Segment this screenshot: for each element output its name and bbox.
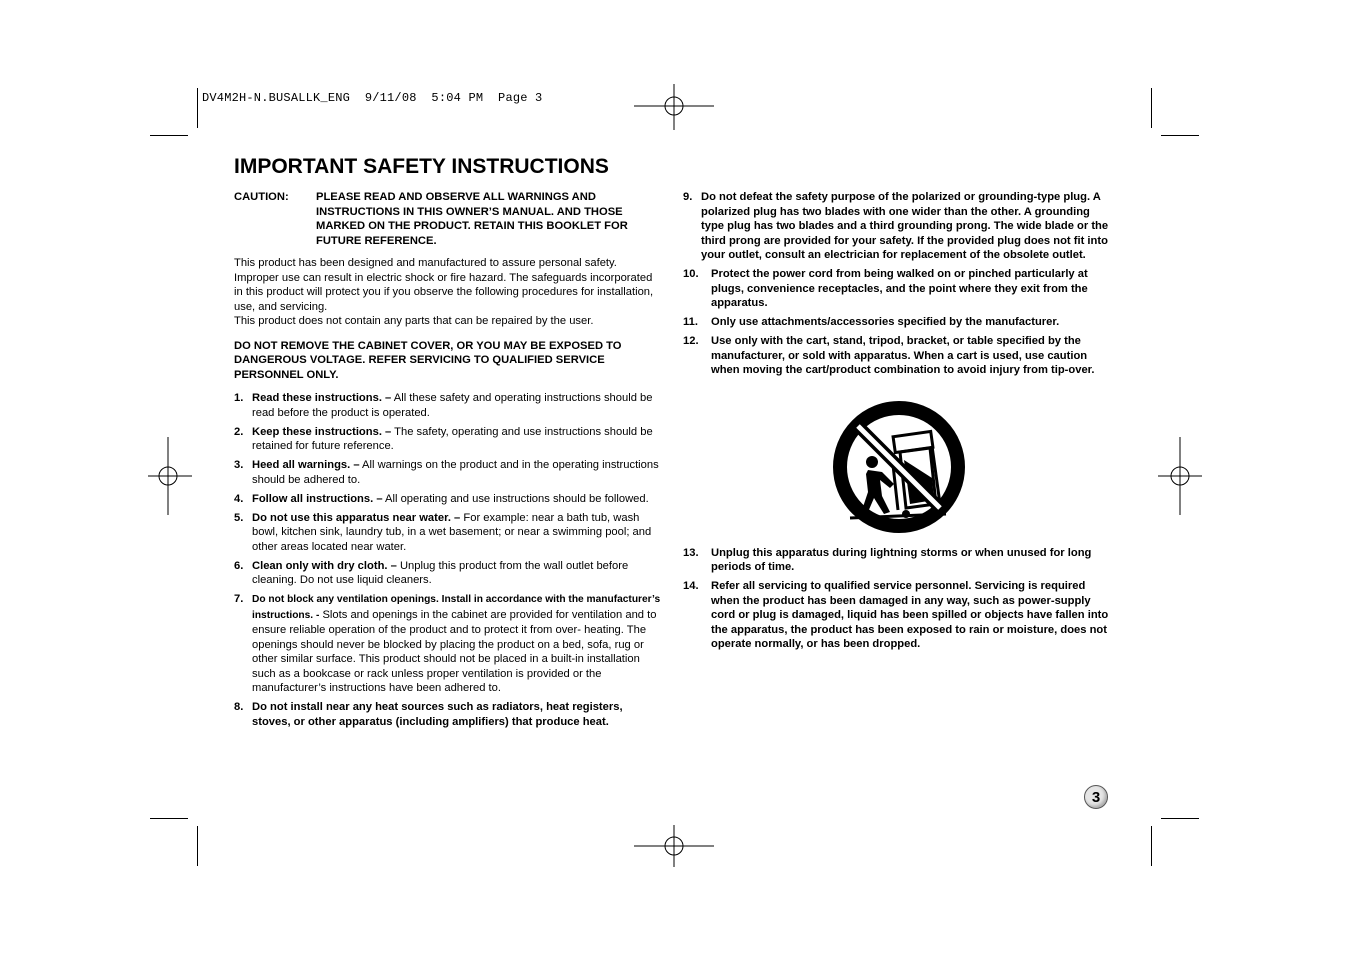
item-lead: Read these instructions. – [252,392,392,404]
instruction-list [683,546,1115,652]
item-text: Slots and openings in the cabinet are provided for ventilation and to ensure reliable operation of the product and to protect it from over- heating. The openings should never be blocked by placing the product on a bed, sofa, rug or other similar surface. This product should not be placed in a built-in installation such as a bookcase or rack unless proper ventilation is provided or the manufacturer’s instructions have been adhered to. [252,608,657,694]
list-item [234,592,664,696]
registration-mark-icon [634,84,714,130]
list-item [234,391,664,420]
crop-mark [150,818,188,819]
cabinet-warning: DO NOT REMOVE THE CABINET COVER, OR YOU MAY BE EXPOSED TO DANGEROUS VOLTAGE. REFER SERVICING TO QUALIFIED SERVICE PERSONNEL ONLY. [234,339,622,381]
print-slug: DV4M2H-N.BUSALLK_ENG 9/11/08 5:04 PM Page 3 [202,91,543,105]
crop-mark [1161,818,1199,819]
list-item [683,546,1115,575]
cart-warning-figure [683,400,1115,534]
instruction-list [234,391,664,729]
item-number: 14. [683,580,699,592]
item-text: All these safety and operating instructions should be read before the product is operated. [252,392,653,419]
crop-mark [1151,826,1152,866]
list-item [234,425,664,454]
crop-mark [197,826,198,866]
crop-mark [1151,88,1152,128]
item-number: 12. [683,335,699,347]
item-lead: Keep these instructions. – [252,425,392,438]
item-text: Use only with the cart, stand, tripod, bracket, or table specified by the manufacturer, or sold with apparatus. When a cart is used, use caution when moving the cart/product combination to avoid injury from tip-over. [711,335,1095,376]
item-number: 8. [234,701,244,713]
list-item [683,315,1115,330]
item-number: 5. [234,511,244,524]
item-text: Unplug this product from the wall outlet before cleaning. Do not use liquid cleaners. [252,559,629,586]
page-title: IMPORTANT SAFETY INSTRUCTIONS [234,155,609,178]
intro-text [234,256,664,329]
item-number: 3. [234,459,244,471]
item-lead: Do not block any ventilation openings. Install in accordance with the manufacturer’s instructions. - [252,594,661,621]
list-item [234,458,664,487]
item-text: Only use attachments/accessories specified by the manufacturer. [711,316,1060,328]
crop-mark [150,135,188,136]
item-number: 10. [683,268,699,280]
caution-text: PLEASE READ AND OBSERVE ALL WARNINGS AND INSTRUCTIONS IN THIS OWNER’S MANUAL. AND THOSE MARKED ON THE PRODUCT. RETAIN THIS BOOKLET FOR FUTURE REFERENCE. [316,191,628,247]
instruction-list [683,190,1115,378]
crop-mark [1161,135,1199,136]
item-text: All warnings on the product and in the operating instructions should be adhered to. [252,459,659,486]
item-number: 1. [234,392,244,404]
list-item [683,334,1115,378]
item-text: For example: near a bath tub, wash bowl, kitchen sink, laundry tub, in a wet basement; or near a swimming pool; and other areas located near water. [252,511,652,553]
caution-block [234,190,664,248]
registration-mark-icon [1158,437,1202,515]
list-item [683,579,1115,652]
item-number: 13. [683,546,699,559]
item-number: 7. [234,593,244,605]
item-lead: Do not use this apparatus near water. – [252,511,461,524]
list-item [683,190,1115,263]
intro-paragraph: This product does not contain any parts that can be repaired by the user. [234,315,594,327]
caution-label: CAUTION: [234,191,289,203]
item-lead: Clean only with dry cloth. – [252,559,397,572]
right-column [683,190,1115,656]
intro-paragraph: This product has been designed and manufactured to assure personal safety. Improper use can result in electric shock or fire hazard. The safeguards incorporated in this product will protect you if you observe the following procedures for installation, use, and servicing. [234,257,654,313]
item-text: All operating and use instructions should be followed. [382,492,649,505]
left-column [234,190,664,734]
item-lead: Heed all warnings. – [252,459,360,471]
item-text: Protect the power cord from being walked on or pinched particularly at plugs, convenience receptacles, and the point where they exit from the apparatus. [711,268,1088,309]
item-number: 4. [234,492,244,505]
registration-mark-icon [634,825,714,867]
list-item [234,511,664,555]
list-item [234,492,664,507]
page-number-badge: 3 [1084,785,1108,809]
item-number: 6. [234,559,244,572]
item-text: Unplug this apparatus during lightning storms or when unused for long periods of time. [711,546,1092,573]
item-lead: Follow all instructions. – [252,492,383,505]
list-item [234,559,664,588]
item-text: Do not install near any heat sources such as radiators, heat registers, stoves, or other apparatus (including amplifiers) that produce heat. [252,701,623,728]
item-text: Do not defeat the safety purpose of the polarized or grounding-type plug. A polarized plug has two blades with one wider than the other. A grounding type plug has two blades and a third grounding prong. The wide blade or the third prong are provided for your safety. If the provided plug does not fit into your outlet, consult an electrician for replacement of the obsolete outlet. [701,191,1109,261]
item-number: 2. [234,425,244,438]
crop-mark [197,88,198,128]
item-text: Refer all servicing to qualified service personnel. Servicing is required when the product has been damaged in any way, such as power-supply cord or plug is damaged, liquid has been spilled or objects have fallen into the apparatus, the product has been exposed to rain or moisture, does not operate normally, or has been dropped. [711,580,1109,650]
list-item [234,700,664,729]
registration-mark-icon [148,437,192,515]
item-number: 11. [683,316,698,328]
list-item [683,267,1115,311]
item-number: 9. [683,191,693,203]
item-text: The safety, operating and use instructions should be retained for future reference. [252,425,653,452]
cart-tip-over-warning-icon [832,400,966,534]
